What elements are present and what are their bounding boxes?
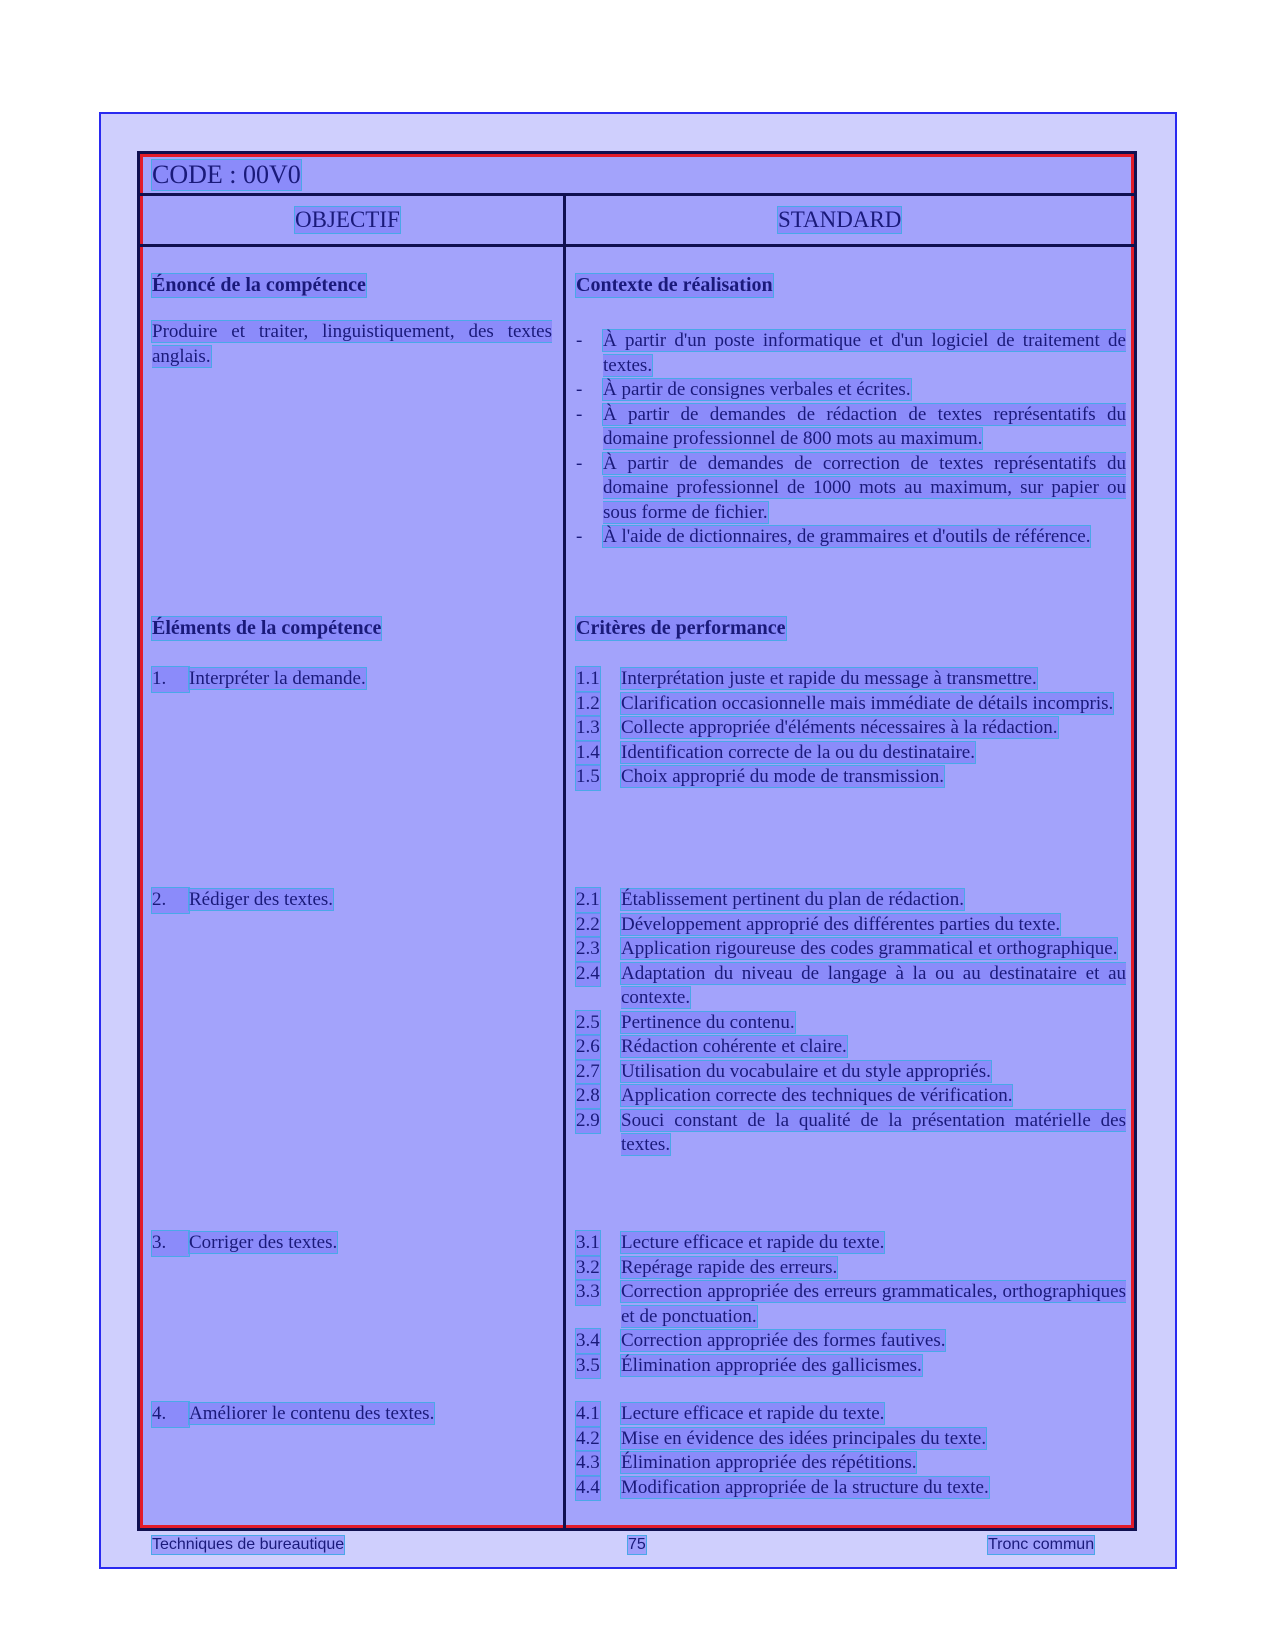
header-standard: STANDARD <box>778 207 902 232</box>
criterion: 2.9 Souci constant de la qualité de la présentation matérielle des textes. <box>576 1109 1126 1155</box>
header-row <box>140 196 1134 247</box>
contexte-item: - À partir de consignes verbales et écrites. <box>576 379 911 400</box>
criteria-group-1 <box>576 667 1126 790</box>
criterion: 2.6 Rédaction cohérente et claire. <box>576 1035 1126 1060</box>
enonce-title: Énoncé de la compétence <box>152 274 366 296</box>
criteria-group-3 <box>576 1231 1126 1378</box>
criterion: 1.5 Choix approprié du mode de transmission. <box>576 765 1126 790</box>
contexte-item: - À partir de demandes de correction de textes représentatifs du domaine professionnel de 1000 mots au maximum, sur papier ou sous forme de fichier. <box>576 452 1126 523</box>
elements-title: Éléments de la compétence <box>152 617 382 639</box>
criterion: 3.1 Lecture efficace et rapide du texte. <box>576 1231 1126 1256</box>
footer-page-number: 75 <box>628 1536 646 1553</box>
contexte-title: Contexte de réalisation <box>576 274 773 296</box>
criterion: 2.3 Application rigoureuse des codes grammatical et orthographique. <box>576 937 1126 962</box>
contexte-list <box>576 329 1126 550</box>
criterion: 1.1 Interprétation juste et rapide du message à transmettre. <box>576 667 1126 692</box>
contexte-item: - À l'aide de dictionnaires, de grammaires et d'outils de référence. <box>576 526 1091 547</box>
element-4: 4. Améliorer le contenu des textes. <box>152 1402 434 1427</box>
criterion: 3.2 Repérage rapide des erreurs. <box>576 1256 1126 1281</box>
element-3: 3. Corriger des textes. <box>152 1231 337 1256</box>
criteres-title: Critères de performance <box>576 617 786 639</box>
enonce-text: Produire et traiter, linguistiquement, des textes anglais. <box>152 321 552 367</box>
element-2: 2. Rédiger des textes. <box>152 888 333 913</box>
criterion: 3.5 Élimination appropriée des gallicismes. <box>576 1354 1126 1379</box>
element-1: 1. Interpréter la demande. <box>152 667 366 692</box>
criterion: 2.8 Application correcte des techniques de vérification. <box>576 1084 1126 1109</box>
criterion: 2.4 Adaptation du niveau de langage à la ou au destinataire et au contexte. <box>576 962 1126 1008</box>
criterion: 4.2 Mise en évidence des idées principales du texte. <box>576 1427 1126 1452</box>
criterion: 4.3 Élimination appropriée des répétitions. <box>576 1451 1126 1476</box>
criterion: 2.2 Développement approprié des différentes parties du texte. <box>576 913 1126 938</box>
criterion: 4.4 Modification appropriée de la structure du texte. <box>576 1476 1126 1501</box>
criteria-group-4 <box>576 1402 1126 1500</box>
criterion: 1.3 Collecte appropriée d'éléments nécessaires à la rédaction. <box>576 716 1126 741</box>
criterion: 4.1 Lecture efficace et rapide du texte. <box>576 1402 1126 1427</box>
footer-program: Techniques de bureautique <box>152 1536 345 1553</box>
contexte-item: - À partir de demandes de rédaction de textes représentatifs du domaine professionnel de 800 mots au maximum. <box>576 403 1126 449</box>
criterion: 1.4 Identification correcte de la ou du destinataire. <box>576 741 1126 766</box>
criterion: 2.7 Utilisation du vocabulaire et du style appropriés. <box>576 1060 1126 1085</box>
criterion: 2.1 Établissement pertinent du plan de rédaction. <box>576 888 1126 913</box>
competency-table <box>137 151 1137 1531</box>
competency-code: CODE : 00V0 <box>152 160 301 189</box>
criterion: 3.4 Correction appropriée des formes fautives. <box>576 1329 1126 1354</box>
footer-section: Tronc commun <box>988 1536 1095 1553</box>
contexte-item: - À partir d'un poste informatique et d'un logiciel de traitement de textes. <box>576 330 1126 376</box>
column-divider <box>563 196 566 1528</box>
criteria-group-2 <box>576 888 1126 1158</box>
header-objectif: OBJECTIF <box>295 207 400 232</box>
code-row <box>140 154 1134 196</box>
criterion: 3.3 Correction appropriée des erreurs grammaticales, orthographiques et de ponctuation. <box>576 1281 1126 1327</box>
criterion: 2.5 Pertinence du contenu. <box>576 1011 1126 1036</box>
criterion: 1.2 Clarification occasionnelle mais immédiate de détails incompris. <box>576 692 1126 717</box>
